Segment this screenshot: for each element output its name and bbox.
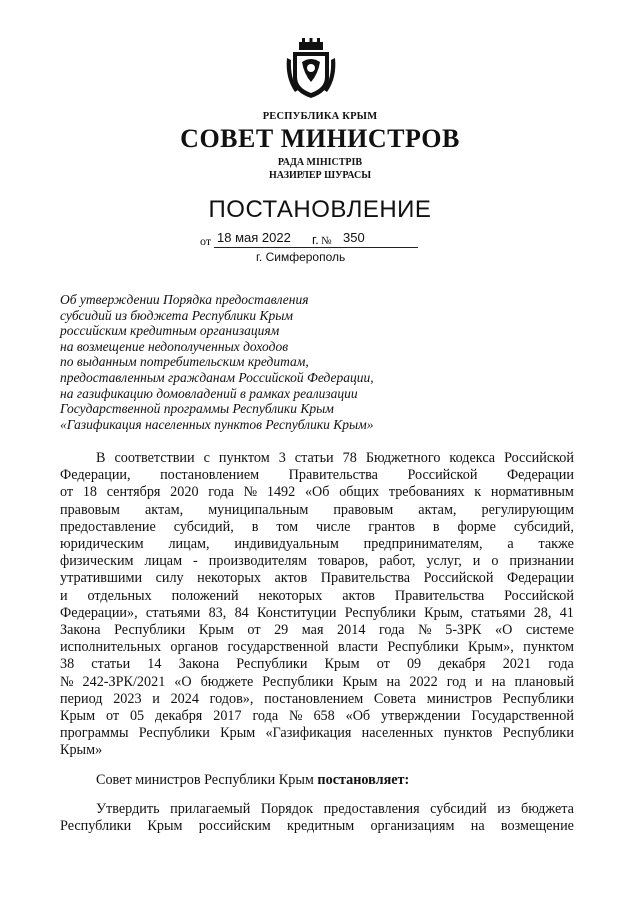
word: «О xyxy=(495,622,513,639)
word: правовым xyxy=(333,501,394,518)
word: Крым xyxy=(60,708,96,725)
word: некоторых xyxy=(258,587,323,604)
text-line xyxy=(60,588,574,605)
word: организациям xyxy=(370,818,455,835)
text-line xyxy=(60,691,574,708)
word: субсидий, xyxy=(513,518,574,535)
council-name: СОВЕТ МИНИСТРОВ xyxy=(180,124,460,153)
word: года xyxy=(252,708,279,725)
word: российским xyxy=(198,818,271,835)
text-line xyxy=(60,605,574,622)
word: положений xyxy=(171,587,239,604)
word: на xyxy=(386,673,401,690)
number-prefix: № xyxy=(321,235,332,247)
paragraph-approve xyxy=(60,801,574,835)
word: Утвердить xyxy=(96,800,160,817)
word: кредитным xyxy=(287,818,355,835)
decree-lead: Совет министров Республики Крым xyxy=(96,771,318,788)
word: 84 xyxy=(234,604,249,621)
word: Российской xyxy=(407,467,478,484)
word: к xyxy=(474,484,482,501)
word: Федерации xyxy=(506,570,574,587)
word: сентября xyxy=(106,484,161,501)
word: программы xyxy=(60,725,129,742)
word: на xyxy=(470,818,485,835)
coat-of-arms-emblem xyxy=(285,38,337,100)
word: Крым xyxy=(220,725,256,742)
word: 5-ЗРК xyxy=(445,622,482,639)
word: грантов xyxy=(368,518,415,535)
word: актам, xyxy=(418,501,457,518)
word: с xyxy=(203,450,210,466)
word: период xyxy=(60,690,103,707)
word: № xyxy=(418,622,432,639)
word: 2023 xyxy=(113,690,142,707)
word: В xyxy=(96,450,106,466)
word: № xyxy=(243,484,258,501)
document-date: 18 мая 2022 xyxy=(217,230,291,245)
word: из xyxy=(497,800,511,817)
word: года xyxy=(378,622,405,639)
line-text: Крым» xyxy=(60,742,103,759)
word: и xyxy=(152,690,160,707)
word: мая xyxy=(301,622,324,639)
word: в xyxy=(432,518,440,535)
word: утверждении xyxy=(381,708,461,725)
word: постановлением xyxy=(264,690,364,707)
text-line xyxy=(60,674,574,691)
word: субсидий, xyxy=(173,518,234,535)
word: и xyxy=(472,553,481,570)
word: декабря xyxy=(155,708,203,725)
word: актам, xyxy=(144,501,184,518)
word: 14 xyxy=(147,656,162,673)
word: предоставления xyxy=(323,800,420,817)
word: кодекса xyxy=(449,450,496,466)
word: Российской xyxy=(423,570,494,587)
word: Крым, xyxy=(424,604,463,621)
document-type: ПОСТАНОВЛЕНИЕ xyxy=(208,196,432,223)
word: Республики xyxy=(60,818,132,835)
word: 2017 xyxy=(213,708,242,725)
word: 09 xyxy=(406,656,422,673)
word: 28, xyxy=(533,604,552,621)
word: Республики xyxy=(138,725,210,742)
word: актов xyxy=(274,570,308,587)
word: статьи xyxy=(91,656,131,673)
word: 1492 xyxy=(266,484,296,501)
word: и xyxy=(60,587,68,604)
word: прилагаемый xyxy=(170,800,251,817)
word: органов xyxy=(170,639,219,656)
date-suffix: г. xyxy=(312,232,319,247)
word: от xyxy=(60,484,74,501)
word: Государственной xyxy=(471,708,574,725)
date-underline xyxy=(214,247,418,248)
word: предпринимателям, xyxy=(363,536,483,553)
word: а xyxy=(507,536,514,553)
text-line xyxy=(60,725,574,742)
word: статьями xyxy=(145,604,201,621)
text-line xyxy=(60,467,574,484)
word: статьями xyxy=(471,604,526,621)
word: Крым xyxy=(147,818,183,835)
word: 41 xyxy=(559,604,574,621)
word: Крым xyxy=(324,656,360,673)
word: Федерации», xyxy=(60,604,138,621)
word: силу xyxy=(155,570,184,587)
word: бюджете xyxy=(200,673,254,690)
word: Республики xyxy=(502,725,574,742)
word: 2014 xyxy=(337,622,366,639)
text-line xyxy=(60,742,574,759)
word: власти xyxy=(338,639,378,656)
word: 658 xyxy=(313,708,335,725)
title-line: по выданным потребительским кредитам, xyxy=(60,354,309,370)
word: Правительства xyxy=(394,587,485,604)
word: Республики xyxy=(114,622,186,639)
word: Закона xyxy=(60,622,101,639)
word: Правительства xyxy=(288,467,378,484)
word: года xyxy=(548,656,574,673)
word: правовым xyxy=(60,501,120,518)
word: Республики xyxy=(387,639,459,656)
word: министров xyxy=(426,690,493,707)
word: Крым xyxy=(342,673,378,690)
word: 18 xyxy=(82,484,97,501)
text-line xyxy=(60,484,574,501)
word: статьи xyxy=(294,450,334,466)
word: 3 xyxy=(278,450,286,466)
word: постановлением xyxy=(160,467,260,484)
word: субсидий xyxy=(430,800,487,817)
word: и xyxy=(475,673,483,690)
date-prefix: от xyxy=(200,234,212,248)
word: физическим xyxy=(60,553,134,570)
document-body xyxy=(60,450,574,835)
republic-name: РЕСПУБЛИКА КРЫМ xyxy=(262,111,378,122)
word: Федерации xyxy=(506,467,574,484)
word: производителям xyxy=(208,553,307,570)
word: 83, xyxy=(208,604,227,621)
text-line xyxy=(60,519,574,536)
word: том xyxy=(276,518,299,535)
title-line: «Газификация населенных пунктов Республики Крым» xyxy=(60,416,374,432)
text-line xyxy=(60,656,574,673)
word: общих xyxy=(339,484,380,501)
word: системе xyxy=(525,622,574,639)
text-line xyxy=(60,536,574,553)
word: актов xyxy=(342,587,375,604)
word: от xyxy=(247,622,261,639)
paragraph-legal-basis xyxy=(60,450,574,760)
word: о xyxy=(491,553,499,570)
word: Республики xyxy=(236,656,308,673)
word: форме xyxy=(457,518,496,535)
word: бюджета xyxy=(521,800,574,817)
word: также xyxy=(538,536,574,553)
word: «Об xyxy=(304,484,330,501)
word: Конституции xyxy=(257,604,337,621)
word: государственной xyxy=(227,639,329,656)
word: числе xyxy=(316,518,351,535)
word: товаров, xyxy=(317,553,369,570)
word: «Газификация xyxy=(265,725,352,742)
word: предоставление xyxy=(60,518,156,535)
word: 38 xyxy=(60,656,75,673)
word: Крым», xyxy=(468,639,514,656)
title-line: Об утверждении Порядка предоставления xyxy=(60,292,309,307)
title-line: на газификацию домовладений в рамках реализации xyxy=(60,385,358,401)
word: Совета xyxy=(373,690,417,707)
word: муниципальным xyxy=(208,501,309,518)
word: «Об xyxy=(345,708,371,725)
document-number: 350 xyxy=(343,230,365,245)
word: годов», xyxy=(209,690,254,707)
word: от xyxy=(105,708,120,725)
title-line: российским кредитным организациям xyxy=(60,323,280,339)
word: № xyxy=(289,708,303,725)
word: 2020 xyxy=(170,484,199,501)
word: 2024 xyxy=(170,690,199,707)
word: Порядок xyxy=(260,800,314,817)
council-name-crimean-tatar: НАЗИРЛЕР ШУРАСЫ xyxy=(268,170,372,181)
word: 29 xyxy=(274,622,289,639)
word: юридическим xyxy=(60,536,144,553)
text-line xyxy=(60,708,574,725)
title-line: Государственной программы Республики Крым xyxy=(60,401,334,417)
text-line xyxy=(60,639,574,656)
word: плановый xyxy=(514,673,574,690)
word: индивидуальным xyxy=(234,536,339,553)
decree-verb: постановляет: xyxy=(317,771,410,788)
word: Правительства xyxy=(320,570,411,587)
city: г. Симферополь xyxy=(256,250,346,264)
word: пунктом xyxy=(218,450,270,466)
word: Крым xyxy=(198,622,234,639)
title-line: субсидий из бюджета Республики Крым xyxy=(60,307,294,323)
text-line xyxy=(60,502,574,519)
word: работ, xyxy=(379,553,416,570)
word: пунктов xyxy=(443,725,493,742)
word: года xyxy=(208,484,234,501)
word: населенных xyxy=(361,725,434,742)
word: год xyxy=(446,673,467,690)
text-line xyxy=(60,622,574,639)
word: Республики xyxy=(262,673,334,690)
text-line xyxy=(60,553,574,570)
word: нормативным xyxy=(490,484,574,501)
word: лицам, xyxy=(168,536,210,553)
word: 05 xyxy=(129,708,145,725)
word: Закона xyxy=(178,656,220,673)
word: 2021 xyxy=(502,656,532,673)
word: Республики xyxy=(502,690,574,707)
word: некоторых xyxy=(197,570,261,587)
word: признании xyxy=(509,553,574,570)
word: на xyxy=(491,673,506,690)
title-line: на возмещение недополученных доходов xyxy=(60,338,289,354)
paragraph-decree xyxy=(60,772,574,789)
word: услуг, xyxy=(426,553,462,570)
word: № xyxy=(60,673,74,690)
word: - xyxy=(193,553,198,570)
text-line xyxy=(60,570,574,587)
text-line xyxy=(60,450,574,467)
word: Российской xyxy=(504,450,574,466)
word: от xyxy=(376,656,390,673)
word: отдельных xyxy=(87,587,152,604)
word: требованиях xyxy=(388,484,465,501)
word: Российской xyxy=(504,587,574,604)
word: соответствии xyxy=(114,450,195,466)
word: 78 xyxy=(342,450,357,466)
word: Бюджетного xyxy=(365,450,441,466)
word: в xyxy=(251,518,259,535)
word: регулирующим xyxy=(481,501,574,518)
word: декабря xyxy=(438,656,486,673)
word: исполнительных xyxy=(60,639,161,656)
word: утратившими xyxy=(60,570,143,587)
date-number-line xyxy=(200,230,420,250)
word: лицам xyxy=(144,553,183,570)
document-title xyxy=(60,292,460,432)
word: возмещение xyxy=(500,818,574,835)
word: «О xyxy=(174,673,192,690)
word: 2022 xyxy=(409,673,438,690)
text-line xyxy=(60,801,574,818)
council-name-ukrainian: РАДА МІНІСТРІВ xyxy=(277,157,363,168)
word: Федерации, xyxy=(60,467,131,484)
word: 242-ЗРК/2021 xyxy=(82,673,166,690)
title-line: предоставленным гражданам Российской Федерации, xyxy=(60,369,374,385)
text-line xyxy=(60,818,574,835)
word: Республики xyxy=(344,604,416,621)
word: пунктом xyxy=(523,639,574,656)
